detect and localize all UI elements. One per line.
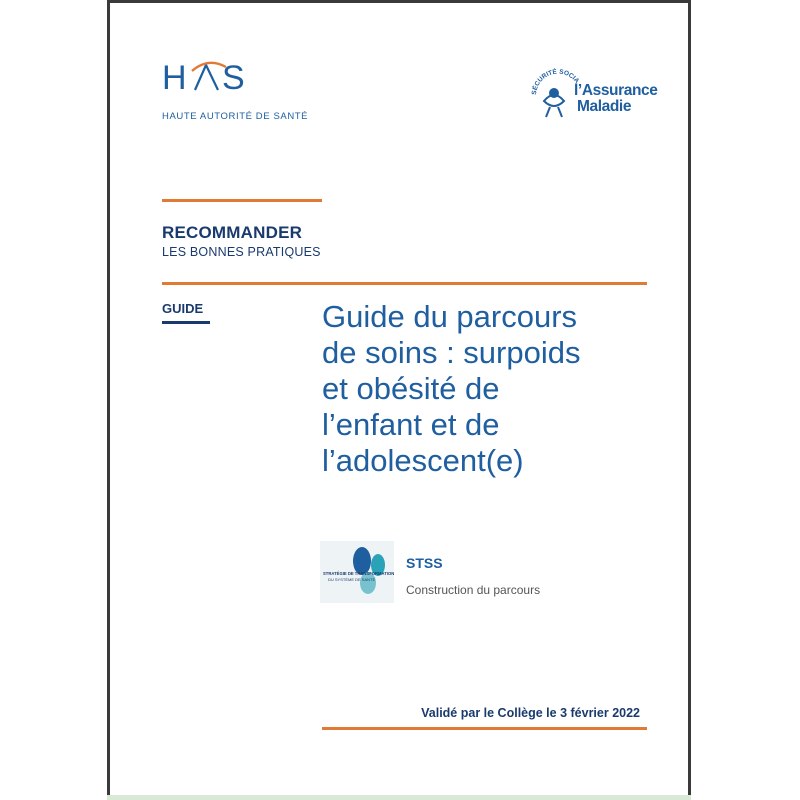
- title-line: l’adolescent(e): [322, 443, 524, 478]
- stss-title: STSS: [406, 555, 443, 571]
- svg-text:H: H: [162, 59, 188, 95]
- title-line: de soins : surpoids: [322, 335, 581, 370]
- stss-subtitle: Construction du parcours: [406, 583, 541, 597]
- svg-text:SÉCURITÉ SOCIALE: SÉCURITÉ SOCIA: [530, 68, 581, 96]
- am-line2: Maladie: [577, 98, 632, 115]
- page-bottom-edge: [107, 795, 691, 800]
- svg-text:S: S: [222, 59, 246, 95]
- assurance-maladie-logo: [530, 61, 658, 125]
- document-title: [322, 299, 652, 479]
- svg-text:DU SYSTÈME DE SANTÉ: DU SYSTÈME DE SANTÉ: [328, 577, 376, 582]
- svg-text:STRATÉGIE DE TRANSFORMATION: STRATÉGIE DE TRANSFORMATION: [323, 571, 394, 576]
- assurance-maladie-wordmark: [574, 83, 657, 115]
- doc-type-label: GUIDE: [162, 301, 210, 324]
- validation-date: Validé par le Collège le 3 février 2022: [421, 706, 640, 720]
- section-subtitle: LES BONNES PRATIQUES: [162, 245, 321, 259]
- title-line: Guide du parcours: [322, 299, 578, 334]
- section-title: RECOMMANDER: [162, 223, 303, 242]
- has-logo-graphic: [162, 59, 272, 95]
- stss-logo-graphic: [320, 541, 394, 603]
- footer-rule: [322, 727, 647, 730]
- has-logo-mark: [162, 59, 272, 101]
- section-rule-long: [162, 282, 647, 285]
- section-rule-short: [162, 199, 322, 202]
- has-logo-subtitle: HAUTE AUTORITÉ DE SANTÉ: [162, 111, 309, 122]
- has-logo: [162, 59, 308, 122]
- title-line: et obésité de: [322, 371, 500, 406]
- title-line: l’enfant et de: [322, 407, 500, 442]
- document-page: [107, 0, 691, 797]
- stss-logo: [320, 541, 394, 603]
- am-line1: l’Assurance: [574, 82, 658, 99]
